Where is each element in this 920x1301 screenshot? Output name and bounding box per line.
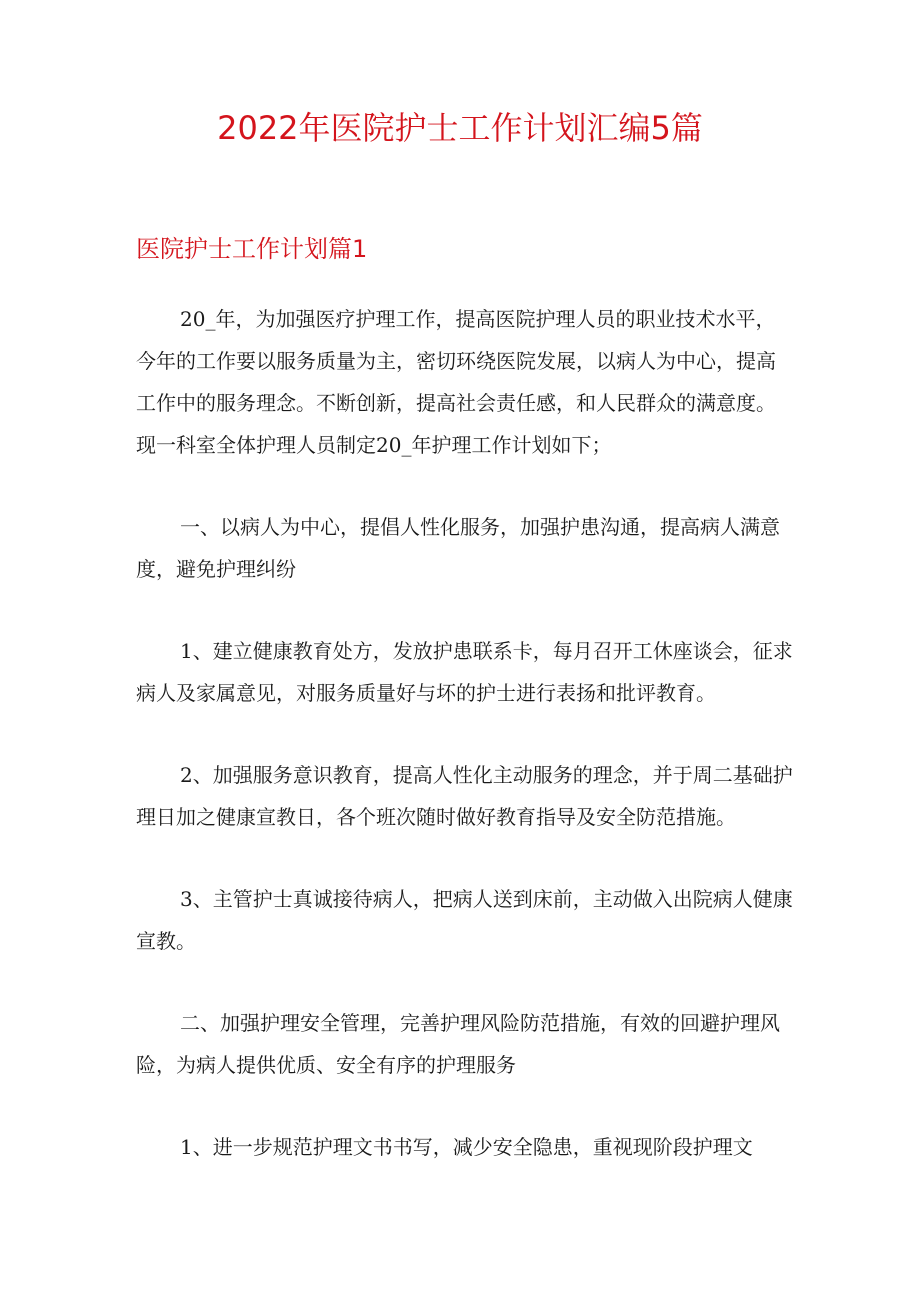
paragraph-item-1-2: 2、加强服务意识教育，提高人性化主动服务的理念，并于周二基础护理日加之健康宣教日，各个班次随时做好教育指导及安全防范措施。: [136, 763, 793, 829]
paragraph-heading-1: 一、以病人为中心，提倡人性化服务，加强护患沟通，提高病人满意度，避免护理纠纷: [136, 515, 780, 581]
paragraph-item-1-1: 1、建立健康教育处方，发放护患联系卡，每月召开工休座谈会，征求病人及家属意见，对服务质量好与坏的护士进行表扬和批评教育。: [136, 639, 793, 705]
document-title: 2022年医院护士工作计划汇编5篇: [217, 109, 703, 147]
paragraph-item-2-1: 1、进一步规范护理文书书写，减少安全隐患，重视现阶段护理文: [180, 1135, 753, 1159]
paragraph-heading-2: 二、加强护理安全管理，完善护理风险防范措施，有效的回避护理风险，为病人提供优质、安全有序的护理服务: [136, 1011, 780, 1077]
section-heading: 医院护士工作计划篇1: [136, 235, 368, 263]
document-body: [136, 298, 794, 1208]
paragraph-intro: 20_年，为加强医疗护理工作，提高医院护理人员的职业技术水平，今年的工作要以服务质量为主，密切环绕医院发展，以病人为中心，提高工作中的服务理念。不断创新，提高社会责任感，和人民群众的满意度。现一科室全体护理人员制定20_年护理工作计划如下；: [136, 307, 776, 457]
paragraph-item-1-3: 3、主管护士真诚接待病人，把病人送到床前，主动做入出院病人健康宣教。: [136, 887, 793, 953]
